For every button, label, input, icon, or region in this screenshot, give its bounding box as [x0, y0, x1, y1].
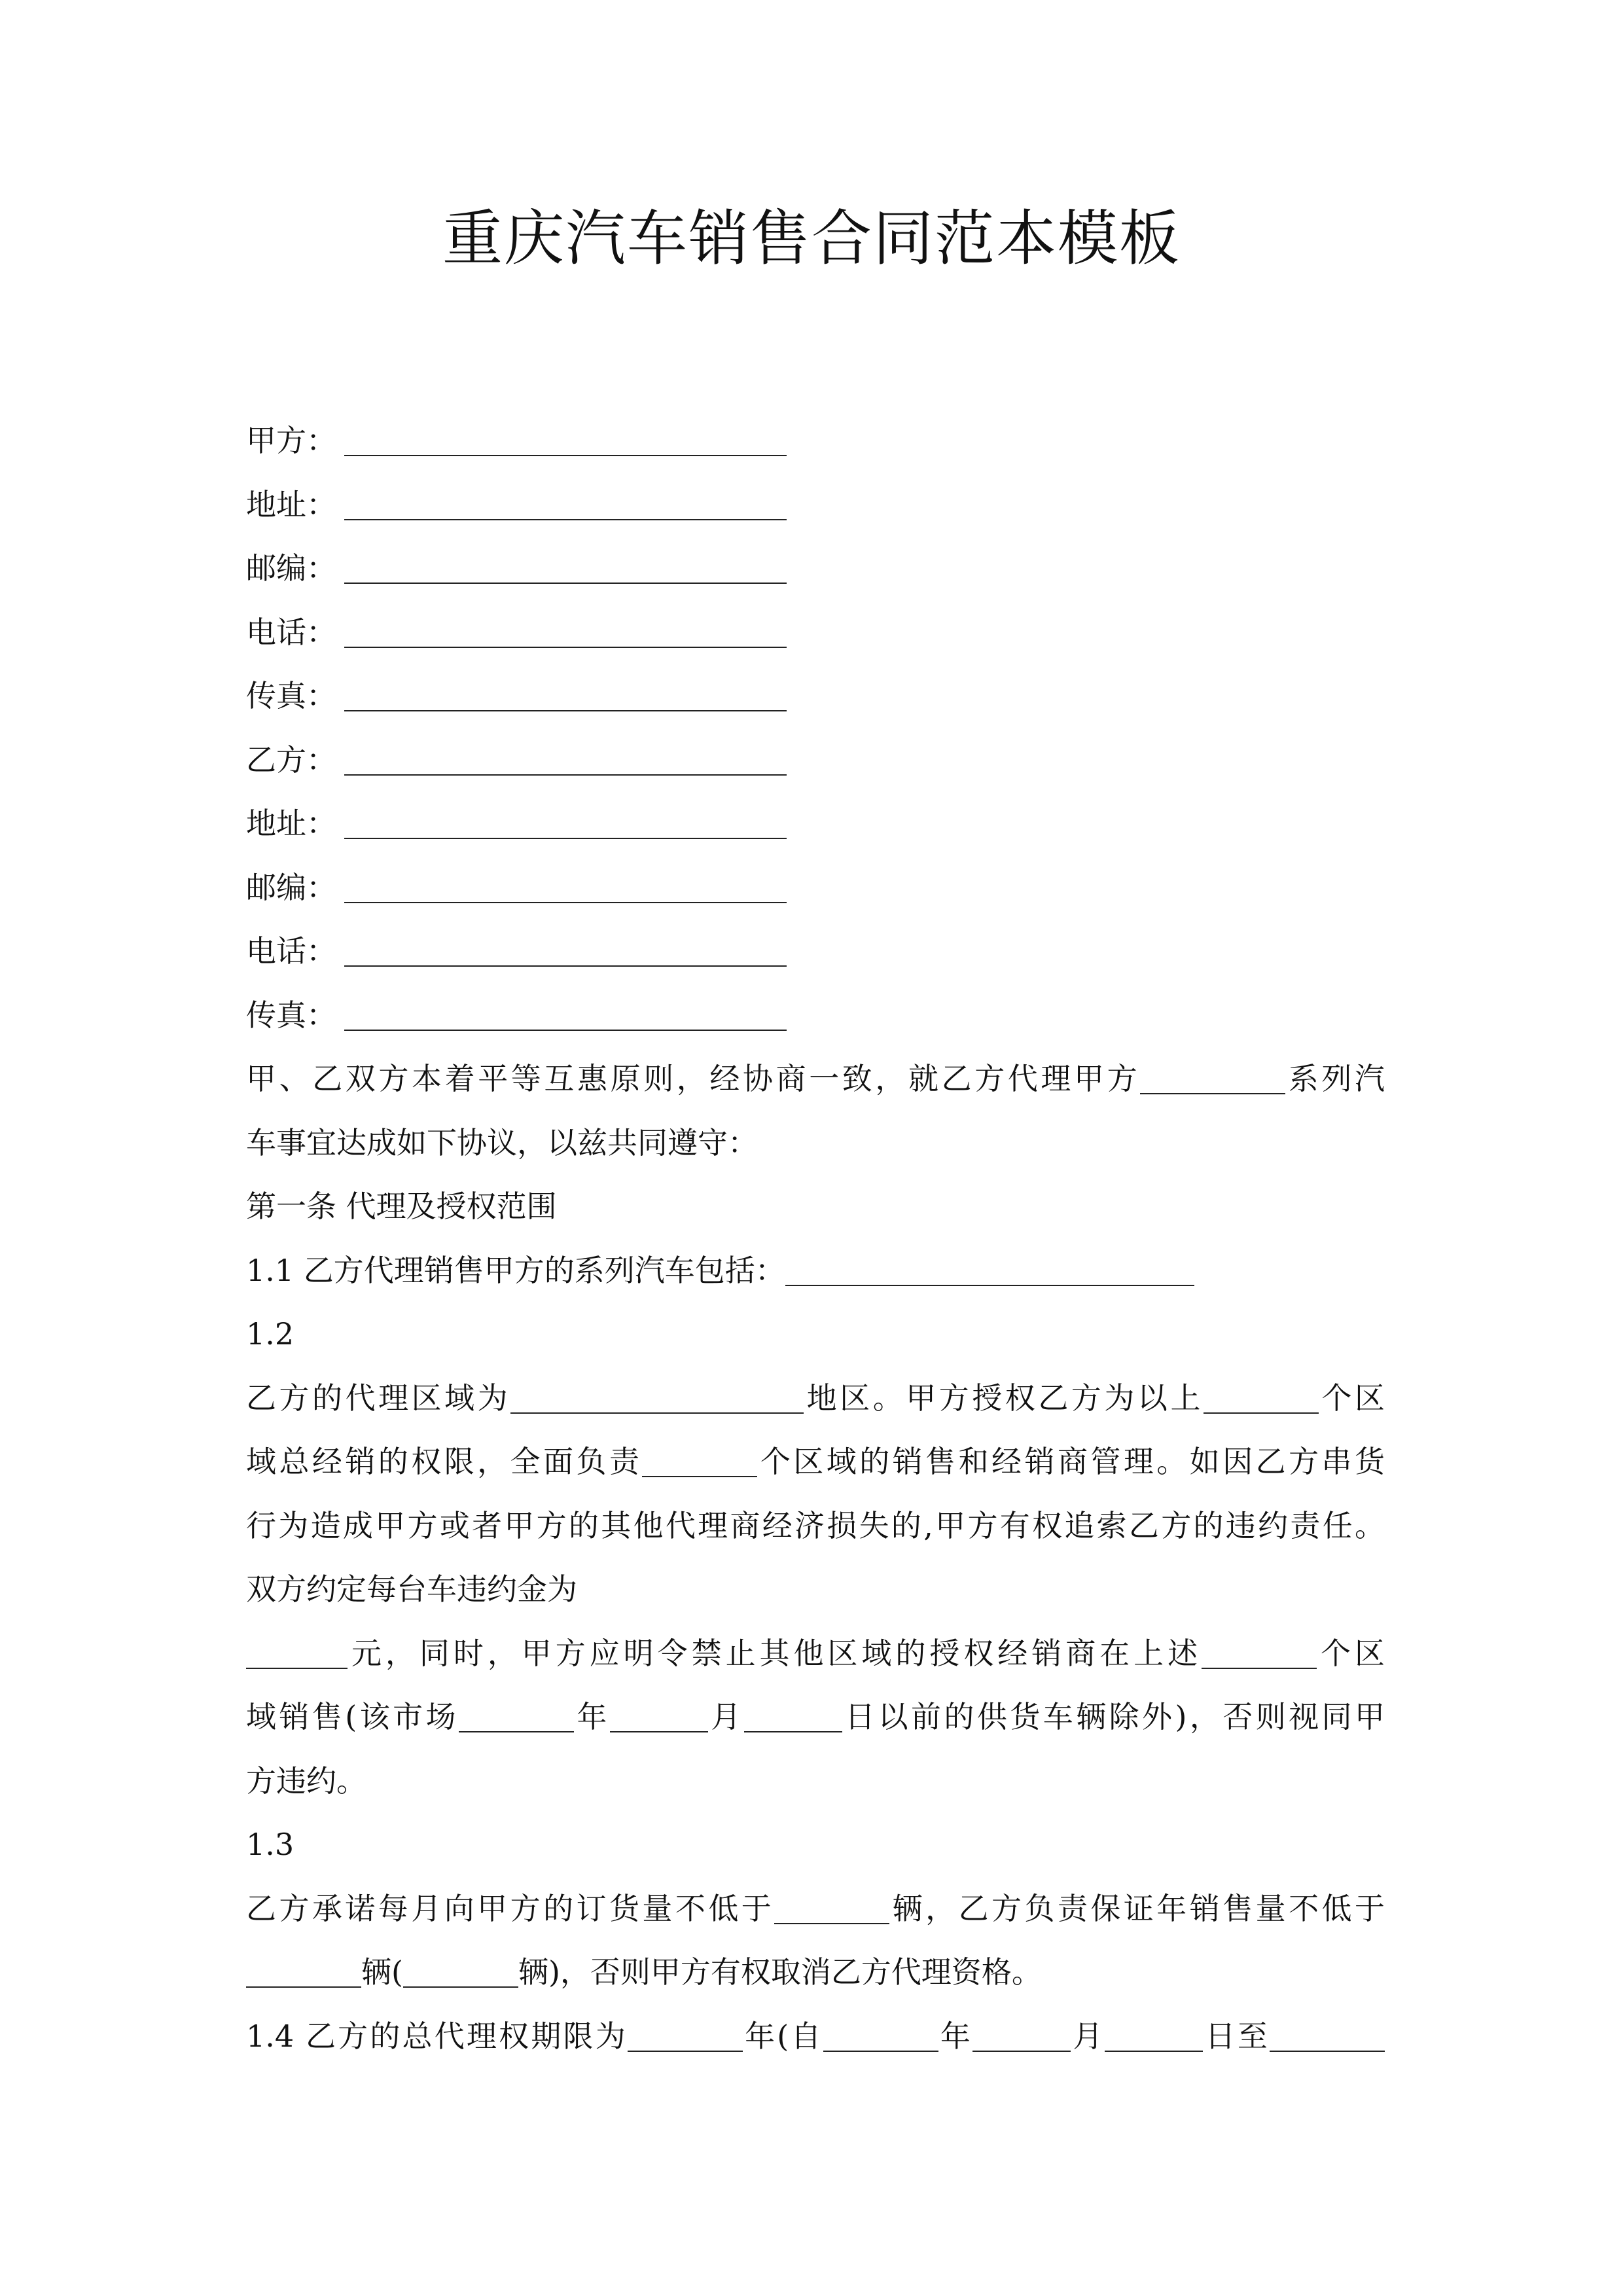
clause-1-3-line-2 — [246, 1941, 1385, 2005]
clause-1-2-line-3: 行为造成甲方或者甲方的其他代理商经济损失的,甲方有权追索乙方的违约责任。 — [246, 1507, 1385, 1543]
party-b-postcode-label: 邮编： — [246, 869, 336, 905]
party-b-phone-row — [246, 920, 1385, 984]
article-1-heading: 第一条 代理及授权范围 — [246, 1189, 557, 1224]
clause-1-2-line-1 — [246, 1367, 1385, 1431]
clause-1-2-line-4: 双方约定每台车违约金为 — [246, 1571, 577, 1607]
clause-1-2-line-5 — [246, 1622, 1385, 1686]
clause-1-3-line-1 — [246, 1877, 1385, 1941]
clause-1-1-text: 1.1 乙方代理销售甲方的系列汽车包括： — [246, 1252, 785, 1288]
clause-text: 乙方的代理区域为 — [246, 1380, 511, 1416]
month-blank[interactable] — [610, 1697, 708, 1732]
party-b-phone-blank[interactable] — [344, 931, 787, 967]
penalty-amount-blank[interactable] — [246, 1634, 348, 1669]
start-day-blank[interactable] — [1105, 2017, 1203, 2052]
clause-text: 个区域的销售和经销商管理。如因乙方串货 — [757, 1444, 1385, 1479]
clause-text: 辆，乙方负责保证年销售量不低于 — [889, 1890, 1385, 1926]
end-year-blank[interactable] — [1270, 2017, 1385, 2052]
year-blank[interactable] — [459, 1697, 574, 1732]
clause-text: 地区。甲方授权乙方为以上 — [804, 1380, 1204, 1416]
party-a-name-label: 甲方： — [246, 423, 336, 458]
preamble-text-b: 系列汽 — [1285, 1061, 1385, 1096]
region-blank[interactable] — [510, 1378, 804, 1414]
party-a-postcode-row — [246, 537, 1385, 601]
preamble-text-a: 甲、乙双方本着平等互惠原则，经协商一致，就乙方代理甲方 — [246, 1061, 1141, 1096]
party-a-address-label: 地址： — [246, 486, 336, 522]
clause-text: 个区 — [1317, 1635, 1385, 1671]
start-month-blank[interactable] — [972, 2017, 1071, 2052]
series-blank[interactable] — [1140, 1059, 1285, 1094]
party-a-name-blank[interactable] — [344, 421, 787, 456]
party-b-address-row — [246, 792, 1385, 856]
clause-text: 月 — [707, 1699, 744, 1734]
party-a-fax-blank[interactable] — [344, 676, 787, 711]
clause-1-3-number: 1.3 — [246, 1827, 294, 1862]
party-b-name-label: 乙方： — [246, 742, 336, 778]
annual-sales-blank[interactable] — [246, 1952, 361, 1988]
clause-text: 年(自 — [742, 2018, 823, 2054]
party-a-postcode-blank[interactable] — [344, 548, 787, 584]
clause-1-2-number: 1.2 — [246, 1316, 294, 1352]
clause-text: 辆( — [361, 1954, 403, 1990]
region-count-blank[interactable] — [1204, 1378, 1319, 1414]
party-b-name-blank[interactable] — [344, 740, 787, 776]
clause-text: 辆)，否则甲方有权取消乙方代理资格。 — [518, 1954, 1042, 1990]
clause-1-4 — [246, 2005, 1385, 2069]
party-b-fax-label: 传真： — [246, 997, 336, 1033]
clause-text: 年 — [938, 2018, 973, 2054]
clause-1-2-line-6 — [246, 1685, 1385, 1749]
clause-text: 年 — [573, 1699, 610, 1734]
clause-text: 1.4 乙方的总代理权期限为 — [246, 2018, 628, 2054]
clause-text: 乙方承诺每月向甲方的订货量不低于 — [246, 1890, 775, 1926]
party-a-phone-label: 电话： — [246, 614, 336, 650]
clause-text: 月 — [1071, 2018, 1105, 2054]
party-b-name-row — [246, 728, 1385, 793]
party-b-fax-blank[interactable] — [344, 996, 787, 1031]
party-a-phone-row — [246, 601, 1385, 665]
region-count-blank-3[interactable] — [1202, 1634, 1317, 1669]
party-a-address-blank[interactable] — [344, 485, 787, 520]
monthly-order-blank[interactable] — [774, 1889, 889, 1924]
document-title: 重庆汽车销售合同范本模板 — [442, 204, 1181, 274]
preamble-line-1 — [246, 1047, 1385, 1111]
clause-1-1 — [246, 1239, 1385, 1303]
party-a-fax-row — [246, 664, 1385, 728]
contract-body — [246, 409, 1385, 2068]
party-b-postcode-blank[interactable] — [344, 868, 787, 903]
clause-text: 元，同时，甲方应明令禁止其他区域的授权经销商在上述 — [348, 1635, 1202, 1671]
clause-text: 日以前的供货车辆除外)，否则视同甲 — [842, 1699, 1385, 1734]
party-b-address-blank[interactable] — [344, 804, 787, 839]
region-count-blank-2[interactable] — [642, 1442, 757, 1477]
day-blank[interactable] — [744, 1697, 842, 1732]
clause-text: 域总经销的权限，全面负责 — [246, 1444, 643, 1479]
start-year-blank[interactable] — [823, 2017, 938, 2052]
clause-text: 域销售(该市场 — [246, 1699, 459, 1734]
clause-text: 个区 — [1318, 1380, 1385, 1416]
term-years-blank[interactable] — [628, 2017, 743, 2052]
annual-sales-words-blank[interactable] — [403, 1952, 518, 1988]
preamble-line-2: 车事宜达成如下协议，以兹共同遵守： — [246, 1124, 758, 1160]
party-b-address-label: 地址： — [246, 806, 336, 841]
clause-text: 日至 — [1203, 2018, 1270, 2054]
party-a-phone-blank[interactable] — [344, 613, 787, 648]
party-b-postcode-row — [246, 856, 1385, 920]
party-a-name-row — [246, 409, 1385, 473]
party-a-fax-label: 传真： — [246, 678, 336, 713]
party-b-fax-row — [246, 984, 1385, 1048]
clause-1-2-line-7: 方违约。 — [246, 1763, 366, 1799]
party-a-postcode-label: 邮编： — [246, 550, 336, 586]
models-blank[interactable] — [785, 1251, 1194, 1286]
party-b-phone-label: 电话： — [246, 933, 336, 969]
clause-1-2-line-2 — [246, 1430, 1385, 1494]
party-a-address-row — [246, 473, 1385, 537]
